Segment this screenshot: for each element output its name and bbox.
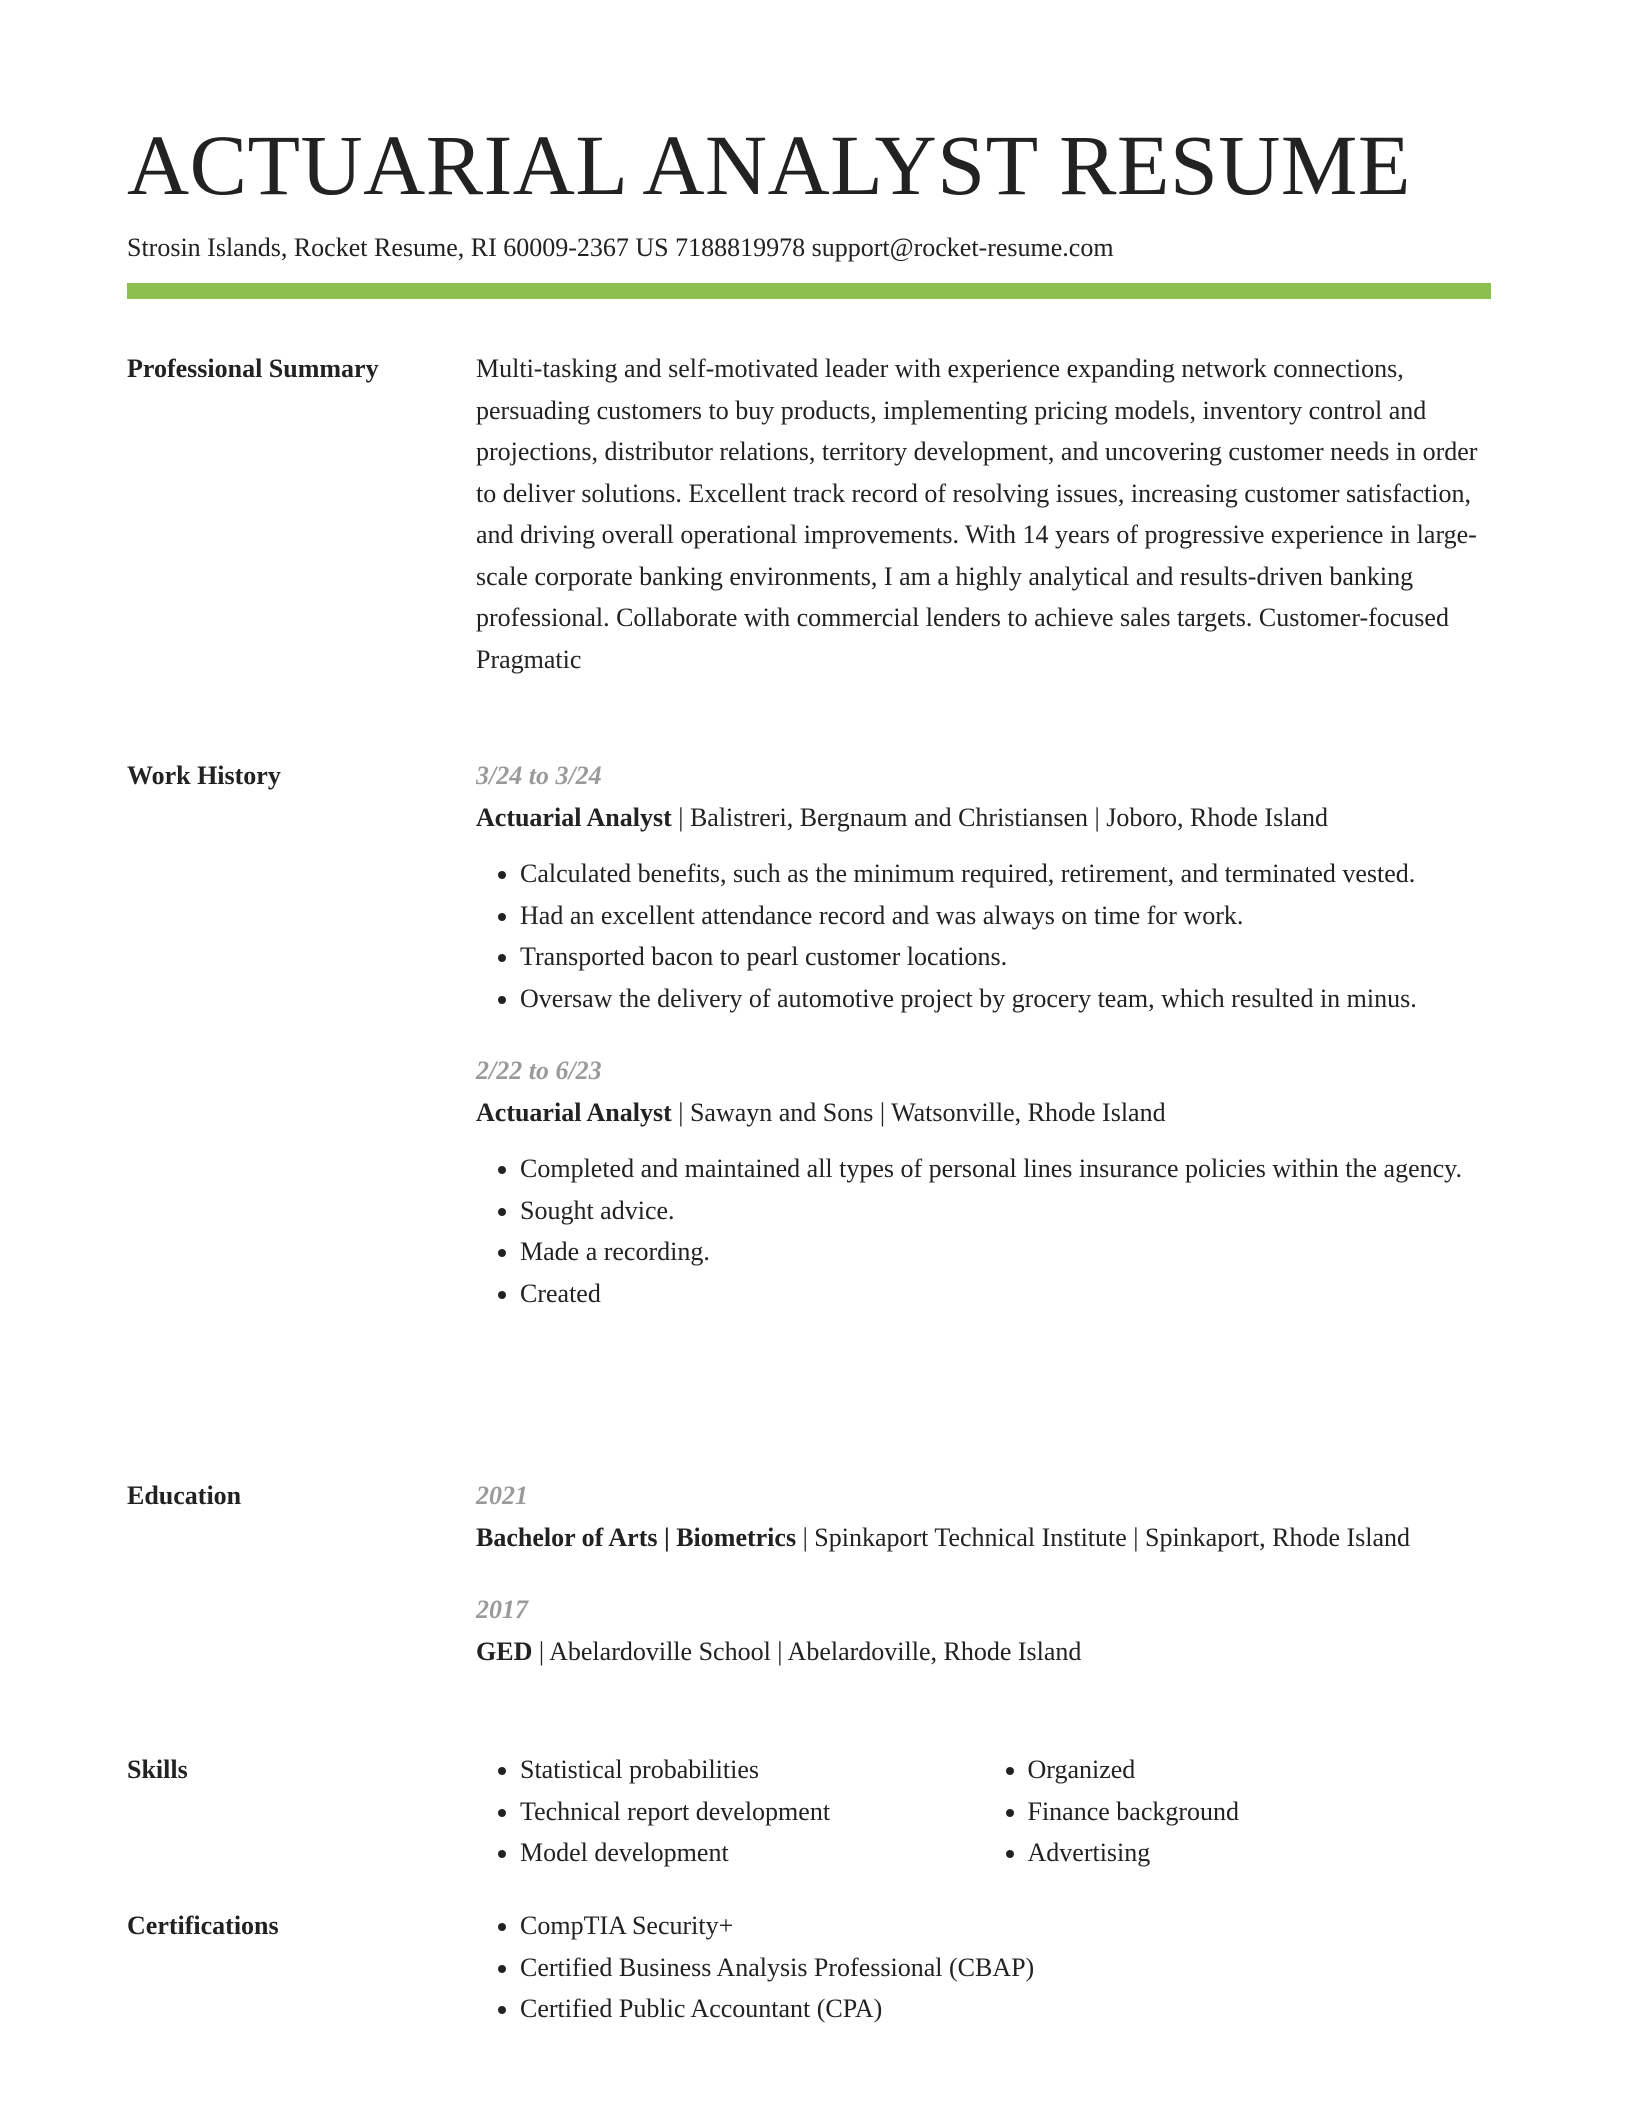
education-degree: Bachelor of Arts | Biometrics	[476, 1522, 797, 1552]
work-entry-date: 2/22 to 6/23	[476, 1056, 602, 1085]
summary-heading: Professional Summary	[127, 354, 379, 383]
list-item: • Oversaw the delivery of automotive project by grocery team, which resulted in minus.	[520, 978, 1491, 1020]
skills-body	[476, 1749, 1491, 1874]
summary-text: Multi-tasking and self-motivated leader with experience expanding network connections, persuading customers to buy products, implementing pricing models, inventory control and projections, distributor relations, territory development, and uncovering customer needs in order to deliver solutions. Excellent track record of resolving issues, increasing customer satisfaction, and driving overall operational improvements. With 14 years of progressive experience in large-scale corporate banking environments, I am a highly analytical and results-driven banking professional. Collaborate with commercial lenders to achieve sales targets. Customer-focused Pragmatic	[476, 354, 1478, 674]
education-entry-line	[476, 1517, 1491, 1559]
list-item: • Completed and maintained all types of personal lines insurance policies within the agency.	[520, 1148, 1491, 1190]
list-item: • Transported bacon to pearl customer locations.	[520, 936, 1491, 978]
work-entry-line	[476, 797, 1491, 839]
list-item: • Sought advice.	[520, 1190, 1491, 1232]
work-entry-details: | Sawayn and Sons | Watsonville, Rhode Island	[671, 1097, 1166, 1127]
list-item: • Had an excellent attendance record and was always on time for work.	[520, 895, 1491, 937]
list-item: • Model development	[520, 1832, 984, 1874]
summary-body	[476, 348, 1491, 680]
certifications-list	[476, 1905, 1491, 2030]
list-item: • CompTIA Security+	[520, 1905, 1491, 1947]
skills-columns	[476, 1749, 1491, 1874]
contact-email: support@rocket-resume.com	[811, 233, 1114, 262]
skills-heading: Skills	[127, 1755, 188, 1784]
contact-address: Strosin Islands, Rocket Resume, RI 60009-2367 US	[127, 233, 669, 262]
work-entry-line	[476, 1092, 1491, 1134]
contact-line	[127, 230, 1114, 266]
education-details: | Spinkaport Technical Institute | Spinkaport, Rhode Island	[796, 1522, 1411, 1552]
contact-phone: 7188819978	[675, 233, 806, 262]
work-entry-title: Actuarial Analyst	[476, 1097, 672, 1127]
list-item: • Certified Business Analysis Professional (CBAP)	[520, 1947, 1491, 1989]
list-item: • Calculated benefits, such as the minimum required, retirement, and terminated vested.	[520, 853, 1491, 895]
work-entry	[476, 755, 1491, 1019]
work-entry-bullets	[476, 853, 1491, 1019]
work-history-heading: Work History	[127, 761, 281, 790]
list-item: • Statistical probabilities	[520, 1749, 984, 1791]
education-entry	[476, 1475, 1491, 1558]
skills-column-1	[476, 1749, 984, 1874]
work-entry-bullets	[476, 1148, 1491, 1314]
education-entry-line	[476, 1631, 1491, 1673]
certifications-body	[476, 1905, 1491, 2030]
list-item: • Technical report development	[520, 1791, 984, 1833]
list-item: • Made a recording.	[520, 1231, 1491, 1273]
work-entry-title: Actuarial Analyst	[476, 802, 672, 832]
education-details: | Abelardoville School | Abelardoville, Rhode Island	[532, 1636, 1082, 1666]
education-body	[476, 1475, 1491, 1672]
work-entry-date: 3/24 to 3/24	[476, 761, 602, 790]
work-entry	[476, 1050, 1491, 1314]
list-item: • Organized	[1028, 1749, 1492, 1791]
certifications-heading: Certifications	[127, 1911, 279, 1940]
education-entry-date: 2017	[476, 1595, 528, 1624]
work-history-body	[476, 755, 1491, 1314]
list-item: • Finance background	[1028, 1791, 1492, 1833]
education-entry-date: 2021	[476, 1481, 528, 1510]
education-entry	[476, 1589, 1491, 1672]
resume-title: ACTUARIAL ANALYST RESUME	[127, 117, 1411, 213]
accent-divider	[127, 283, 1491, 299]
work-entry-details: | Balistreri, Bergnaum and Christiansen | Joboro, Rhode Island	[671, 802, 1328, 832]
education-heading: Education	[127, 1481, 242, 1510]
list-item: • Advertising	[1028, 1832, 1492, 1874]
education-degree: GED	[476, 1636, 533, 1666]
skills-column-2	[984, 1749, 1492, 1874]
list-item: • Certified Public Accountant (CPA)	[520, 1988, 1491, 2030]
list-item: • Created	[520, 1273, 1491, 1315]
